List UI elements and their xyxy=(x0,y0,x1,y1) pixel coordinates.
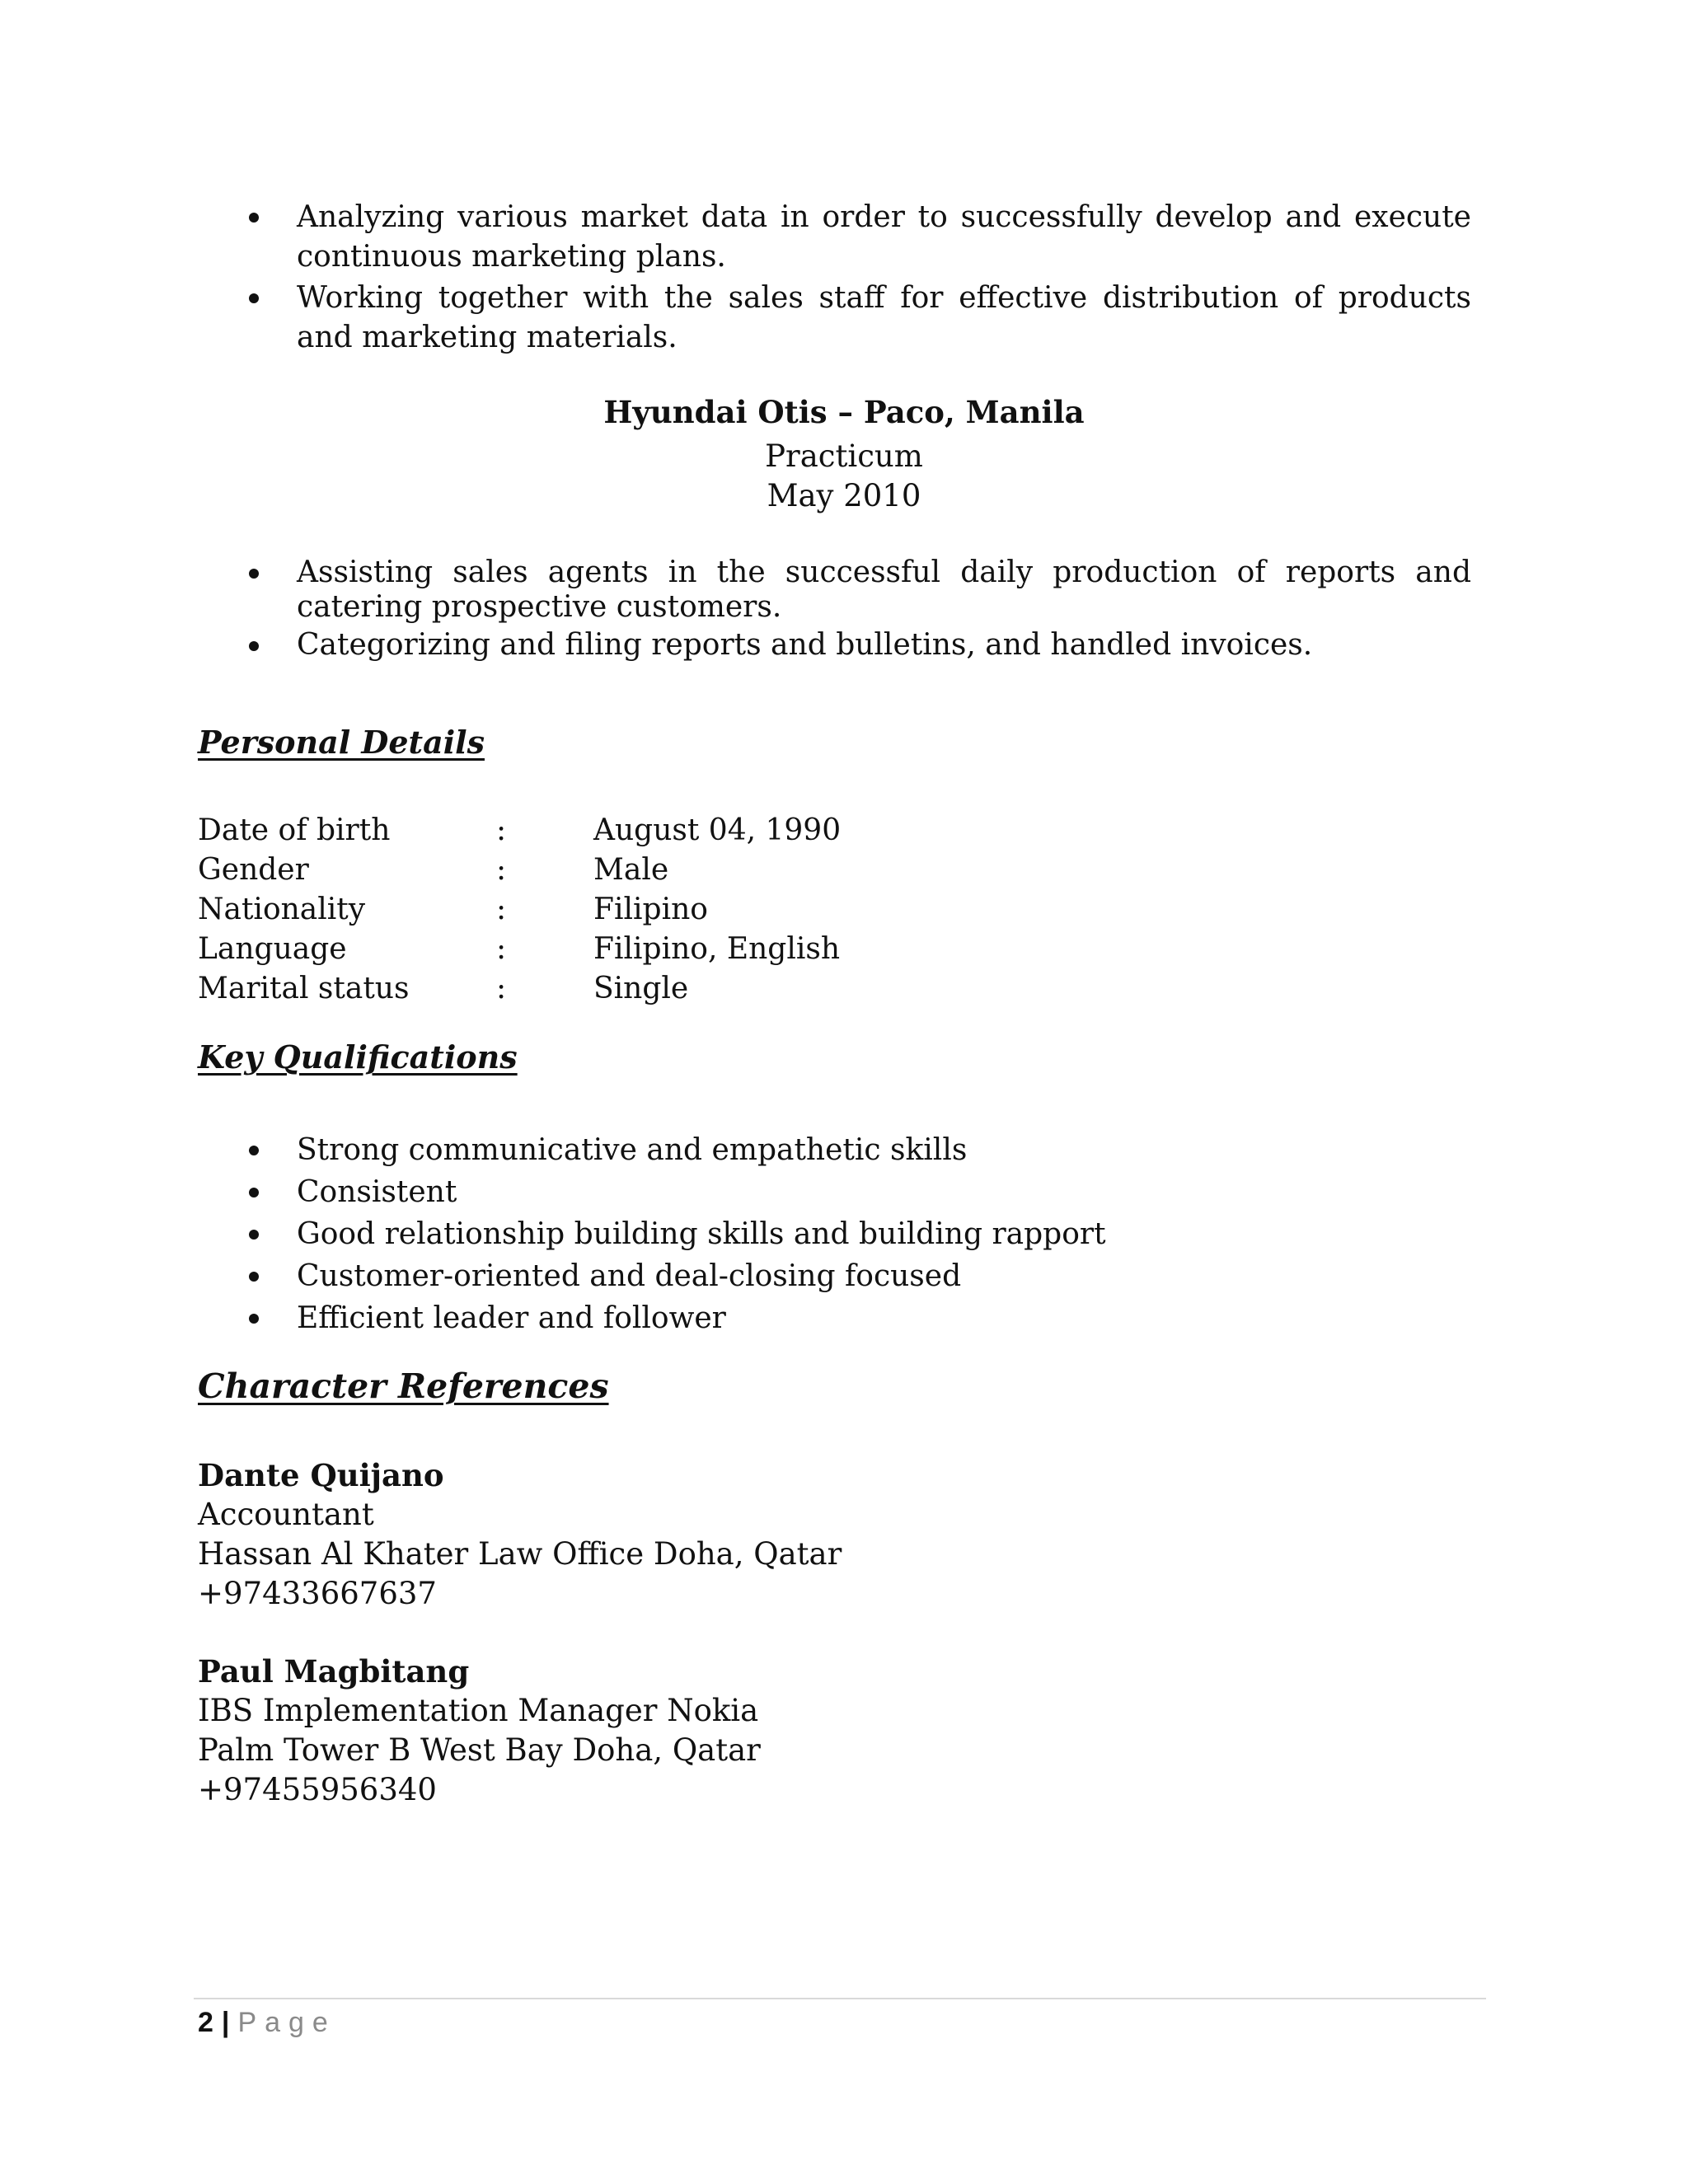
page-footer xyxy=(198,2004,336,2041)
reference-title: Accountant xyxy=(198,1497,374,1532)
list-item xyxy=(198,1129,1471,1171)
details-value: Filipino, English xyxy=(593,932,841,966)
reference-entry xyxy=(198,1652,761,1810)
qualification-text: Customer-oriented and deal-closing focused xyxy=(297,1259,962,1293)
bullet-icon xyxy=(249,569,259,579)
reference-name: Paul Magbitang xyxy=(198,1653,470,1690)
list-item xyxy=(198,1171,1471,1213)
key-qualifications-heading: Key Qualifications xyxy=(198,1038,518,1076)
reference-entry xyxy=(198,1455,842,1614)
list-item xyxy=(198,1255,1471,1297)
reference-phone: +97455956340 xyxy=(198,1772,437,1807)
job-company: Hyundai Otis – Paco, Manila xyxy=(603,394,1085,430)
list-item xyxy=(198,628,1471,663)
bullet-text: Categorizing and filing reports and bulletins, and handled invoices. xyxy=(297,628,1313,662)
footer-separator: | xyxy=(221,2007,230,2038)
qualifications-list xyxy=(198,1129,1471,1339)
qualification-text: Consistent xyxy=(297,1175,457,1209)
details-value: August 04, 1990 xyxy=(593,813,842,847)
bullet-icon xyxy=(249,1188,259,1197)
details-row xyxy=(198,851,1022,890)
personal-details-heading: Personal Details xyxy=(198,724,485,761)
reference-title: IBS Implementation Manager Nokia xyxy=(198,1693,759,1728)
details-value: Single xyxy=(593,972,689,1005)
details-row xyxy=(198,930,1022,969)
details-label: Gender xyxy=(198,853,309,887)
bullet-icon xyxy=(249,293,259,303)
job-bullet-list xyxy=(198,555,1471,663)
details-separator: : xyxy=(496,893,507,926)
details-separator: : xyxy=(496,932,507,966)
details-row xyxy=(198,890,1022,930)
qualification-text: Strong communicative and empathetic skills xyxy=(297,1133,968,1167)
footer-divider xyxy=(194,1998,1486,1999)
details-label: Marital status xyxy=(198,972,410,1005)
qualification-text: Efficient leader and follower xyxy=(297,1301,726,1335)
page-label: Page xyxy=(237,2007,336,2038)
bullet-text: Working together with the sales staff for effective distribution of products and marketing materials. xyxy=(297,281,1471,354)
list-item xyxy=(198,198,1471,277)
reference-phone: +97433667637 xyxy=(198,1576,437,1611)
reference-organization: Hassan Al Khater Law Office Doha, Qatar xyxy=(198,1536,842,1572)
page-number: 2 xyxy=(198,2007,213,2038)
details-row xyxy=(198,969,1022,1009)
reference-organization: Palm Tower B West Bay Doha, Qatar xyxy=(198,1732,761,1768)
list-item xyxy=(198,1213,1471,1255)
list-item xyxy=(198,555,1471,625)
personal-details-table xyxy=(198,811,1022,1009)
qualification-text: Good relationship building skills and building rapport xyxy=(297,1217,1106,1251)
details-label: Nationality xyxy=(198,893,366,926)
details-value: Filipino xyxy=(593,893,708,926)
bullet-icon xyxy=(249,1314,259,1324)
details-separator: : xyxy=(496,853,507,887)
job-role: Practicum xyxy=(765,438,923,474)
details-separator: : xyxy=(496,813,507,847)
top-bullet-list xyxy=(198,198,1471,358)
job-date: May 2010 xyxy=(767,478,921,513)
character-references-heading: Character References xyxy=(198,1366,609,1406)
bullet-icon xyxy=(249,213,259,223)
bullet-icon xyxy=(249,1230,259,1240)
list-item xyxy=(198,1297,1471,1339)
bullet-icon xyxy=(249,641,259,651)
details-row xyxy=(198,811,1022,851)
details-label: Date of birth xyxy=(198,813,391,847)
bullet-text: Analyzing various market data in order to successfully develop and execute continuous marketing plans. xyxy=(297,200,1471,274)
details-separator: : xyxy=(496,972,507,1005)
bullet-text: Assisting sales agents in the successful daily production of reports and catering prospective customers. xyxy=(297,555,1471,624)
reference-name: Dante Quijano xyxy=(198,1457,444,1493)
bullet-icon xyxy=(249,1272,259,1282)
bullet-icon xyxy=(249,1146,259,1155)
details-label: Language xyxy=(198,932,347,966)
list-item xyxy=(198,279,1471,358)
details-value: Male xyxy=(593,853,669,887)
